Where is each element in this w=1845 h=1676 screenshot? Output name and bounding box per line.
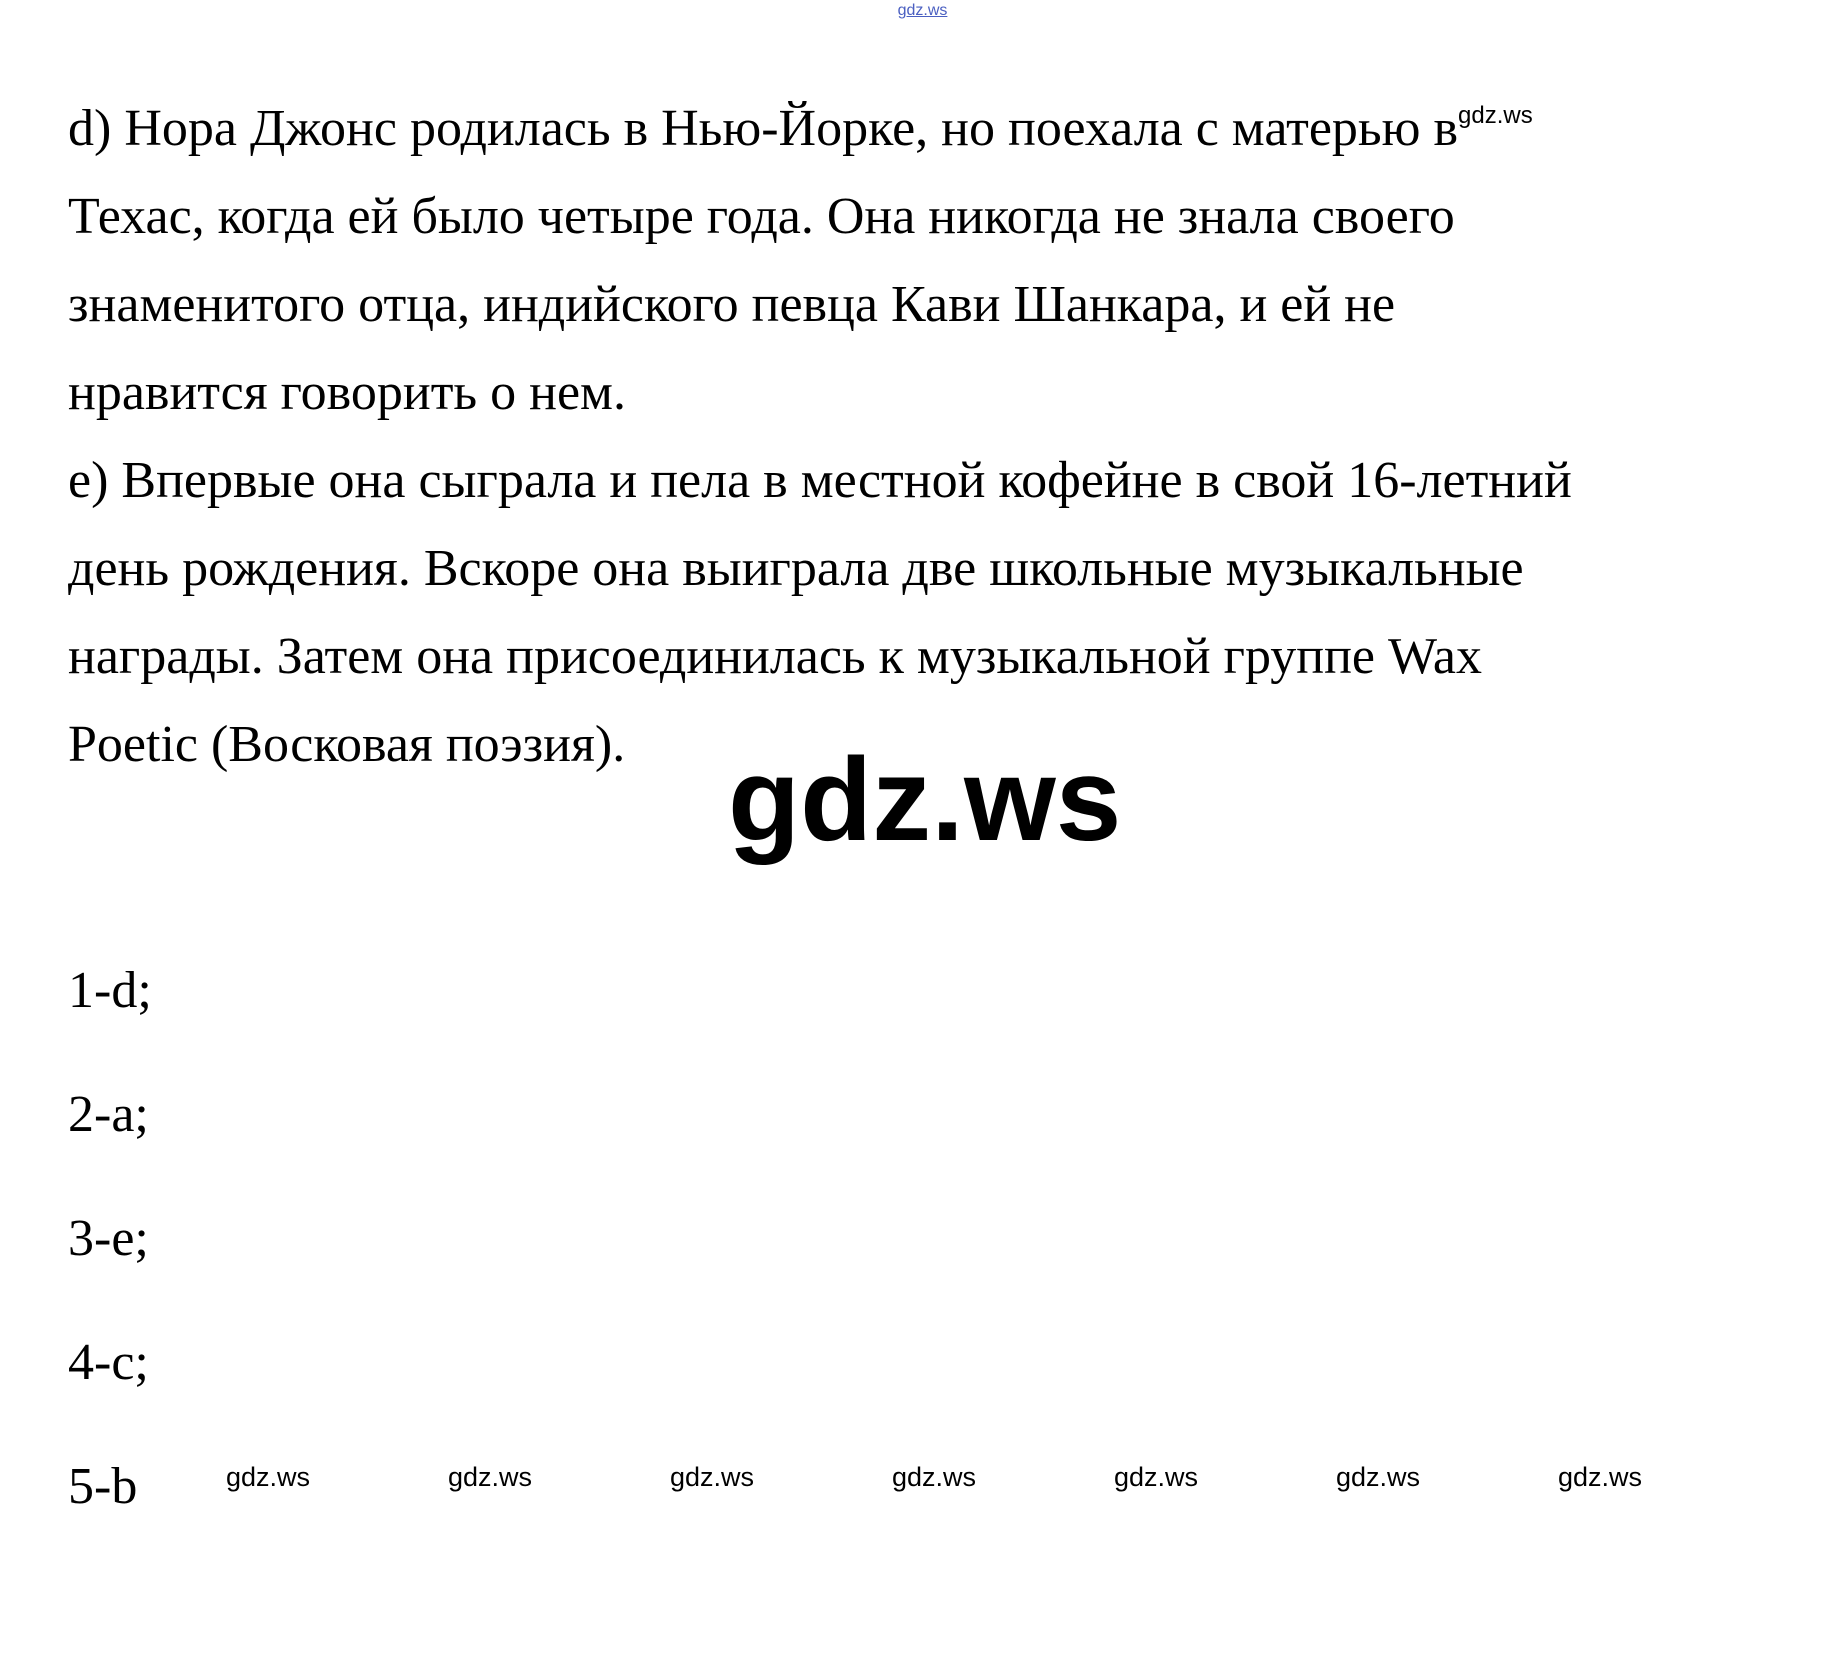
watermark-big: gdz.ws xyxy=(728,734,1122,866)
answer-1: 1-d; xyxy=(68,962,152,1019)
answer-3: 3-e; xyxy=(68,1210,149,1267)
watermark-top-link[interactable]: gdz.ws xyxy=(897,2,948,19)
paragraph-d xyxy=(68,85,1808,437)
paragraph-d-line-2: Техас, когда ей было четыре года. Она никогда не знала своего xyxy=(68,188,1455,245)
watermark-row-7: gdz.ws xyxy=(1558,1462,1643,1492)
watermark-row-6: gdz.ws xyxy=(1336,1462,1421,1492)
text-body xyxy=(68,85,1808,789)
answer-4: 4-c; xyxy=(68,1334,149,1391)
watermark-row-3: gdz.ws xyxy=(670,1462,755,1492)
answer-5: 5-b xyxy=(68,1458,138,1515)
watermark-row-5: gdz.ws xyxy=(1114,1462,1199,1492)
paragraph-e-line-3: награды. Затем она присоединилась к музыкальной группе Wax xyxy=(68,628,1483,685)
paragraph-e-line-2: день рождения. Вскоре она выиграла две школьные музыкальные xyxy=(68,540,1524,597)
paragraph-d-line-3: знаменитого отца, индийского певца Кави Шанкара, и ей не xyxy=(68,276,1396,333)
paragraph-e-line-1: e) Впервые она сыграла и пела в местной кофейне в свой 16-летний xyxy=(68,452,1572,509)
paragraph-d-line-4: нравится говорить о нем. xyxy=(68,364,626,421)
watermark-row-1: gdz.ws xyxy=(226,1462,311,1492)
watermark-row-2: gdz.ws xyxy=(448,1462,533,1492)
watermark-inline: gdz.ws xyxy=(1458,102,1533,129)
paragraph-d-line-1-text: d) Нора Джонс родилась в Нью-Йорке, но поехала с матерью в xyxy=(68,100,1459,157)
answer-2: 2-a; xyxy=(68,1086,149,1143)
paragraph-e-line-4: Poetic (Восковая поэзия). xyxy=(68,716,626,773)
watermark-row-4: gdz.ws xyxy=(892,1462,977,1492)
paragraph-d-line-1 xyxy=(68,85,1808,173)
